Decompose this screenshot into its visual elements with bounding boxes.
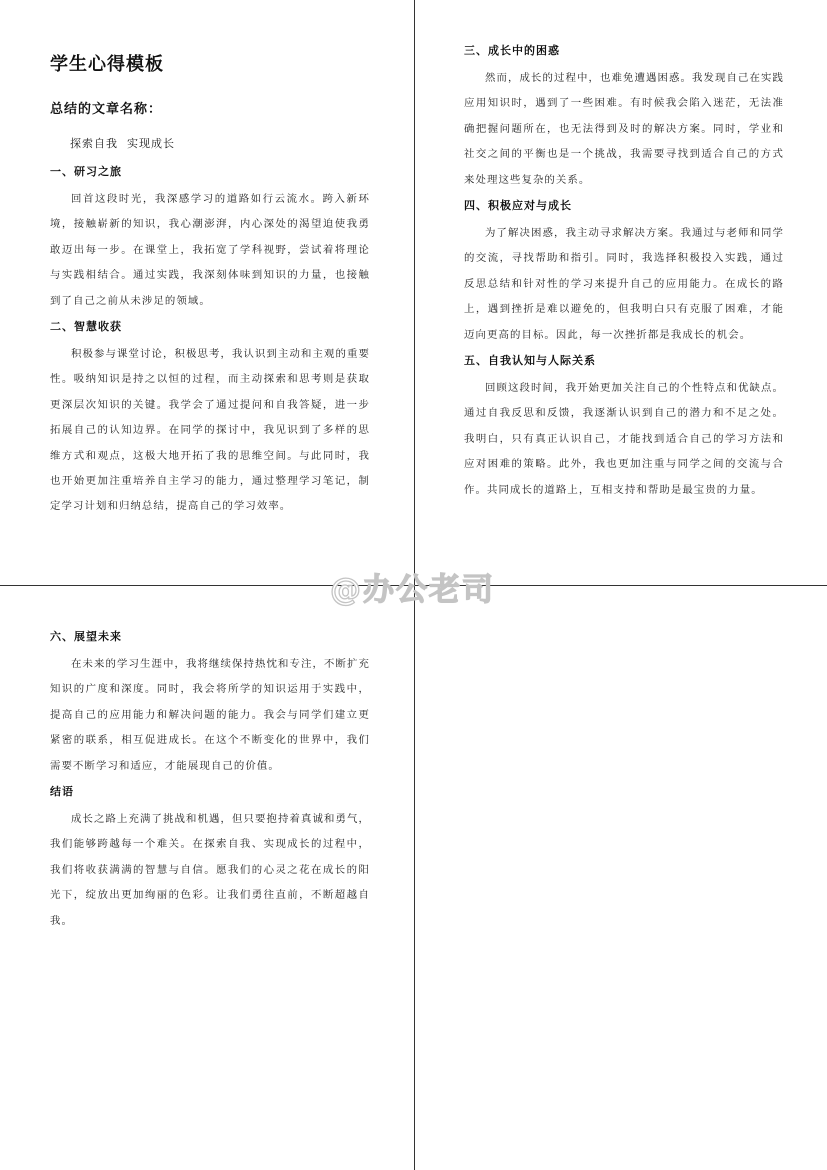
watermark: @办公老司 bbox=[330, 572, 495, 608]
section-text-3: 然而，成长的过程中，也难免遭遇困惑。我发现自己在实践应用知识时，遇到了一些困难。有时候我会陷入迷茫，无法准确把握问题所在，也无法得到及时的解决方案。同时，学业和社交之间的平衡也是一个挑战，我需要寻找到适合自己的方式来处理这些复杂的关系。 bbox=[464, 72, 784, 186]
section-text-2: 积极参与课堂讨论，积极思考，我认识到主动和主观的重要性。吸纳知识是持之以恒的过程，而主动探索和思考则是获取更深层次知识的关键。我学会了通过提问和自我答疑，进一步拓展自己的认知边界。在同学的探讨中，我见识到了多样的思维方式和观点，这极大地开拓了我的思维空间。与此同时，我也开始更加注重培养自主学习的能力，通过整理学习笔记，制定学习计划和归纳总结，提高自己的学习效率。 bbox=[50, 348, 370, 513]
section-text-6: 在未来的学习生涯中，我将继续保持热忱和专注，不断扩充知识的广度和深度。同时，我会将所学的知识运用于实践中，提高自己的应用能力和解决问题的能力。我会与同学们建立更紧密的联系，相互促进成长。在这个不断变化的世界中，我们需要不断学习和适应，才能展现自己的价值。 bbox=[50, 658, 370, 772]
page-bottom-left bbox=[50, 628, 370, 938]
article-name: 探索自我 实现成长 bbox=[70, 137, 175, 150]
document-title: 学生心得模板 bbox=[50, 54, 164, 75]
section-heading-1: 一、研习之旅 bbox=[50, 165, 122, 178]
section-text-conclusion: 成长之路上充满了挑战和机遇，但只要抱持着真诚和勇气，我们能够跨越每一个难关。在探索自我、实现成长的过程中，我们将收获满满的智慧与自信。愿我们的心灵之花在成长的阳光下，绽放出更加绚丽的色彩。让我们勇往直前，不断超越自我。 bbox=[50, 813, 370, 927]
article-name-label: 总结的文章名称： bbox=[50, 102, 163, 117]
section-text-5: 回顾这段时间，我开始更加关注自己的个性特点和优缺点。通过自我反思和反馈，我逐渐认识到自己的潜力和不足之处。我明白，只有真正认识自己，才能找到适合自己的学习方法和应对困难的策略。此外，我也更加注重与同学之间的交流与合作。共同成长的道路上，互相支持和帮助是最宝贵的力量。 bbox=[464, 382, 784, 496]
section-heading-2: 二、智慧收获 bbox=[50, 320, 122, 334]
page-top-left bbox=[50, 40, 370, 524]
section-heading-5: 五、自我认知与人际关系 bbox=[464, 354, 596, 368]
section-heading-4: 四、积极应对与成长 bbox=[464, 199, 572, 213]
section-heading-6: 六、展望未来 bbox=[50, 630, 122, 643]
section-text-1: 回首这段时光，我深感学习的道路如行云流水。跨入新环境，接触崭新的知识，我心潮澎湃，内心深处的渴望迫使我勇敢迈出每一步。在课堂上，我拓宽了学科视野，尝试着将理论与实践相结合。通过实践，我深刻体味到知识的力量，也接触到了自己之前从未涉足的领域。 bbox=[50, 193, 370, 307]
section-text-4: 为了解决困惑，我主动寻求解决方案。我通过与老师和同学的交流，寻找帮助和指引。同时，我选择积极投入实践，通过反思总结和针对性的学习来提升自己的应用能力。在成长的路上，遇到挫折是难以避免的，但我明白只有克服了困难，才能迈向更高的目标。因此，每一次挫折都是我成长的机会。 bbox=[464, 227, 784, 341]
page-top-right bbox=[464, 40, 784, 507]
section-heading-3: 三、成长中的困惑 bbox=[464, 44, 560, 57]
section-heading-conclusion: 结语 bbox=[50, 785, 74, 799]
